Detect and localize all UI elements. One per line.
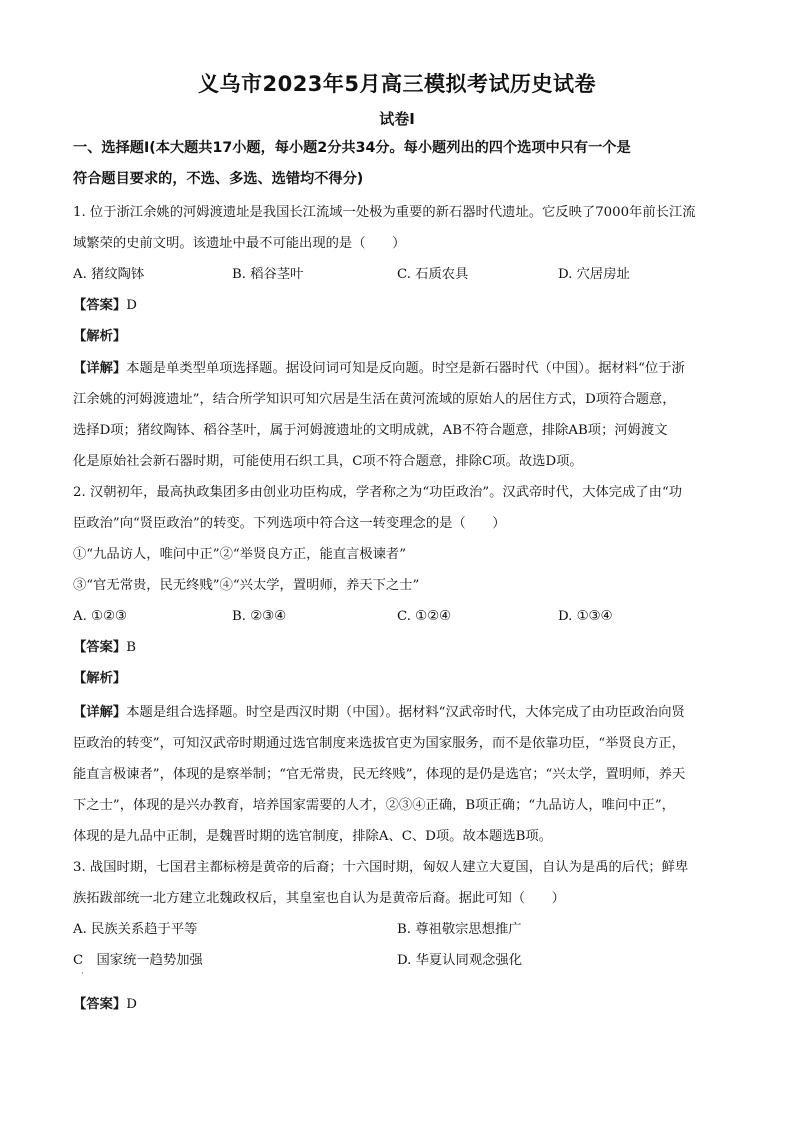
q3-stem-line2: 族拓跋部统一北方建立北魏政权后，其皇室也自认为是黄帝后裔。据此可知（ ） bbox=[73, 891, 565, 906]
answer-value: D bbox=[126, 298, 137, 313]
q2-detail-line2: 臣政治的转变”，可知汉武帝时期通过选官制度来选拔官吏为国家服务，而不是依靠功臣，“举贤良方正， bbox=[73, 736, 685, 751]
q1-option-a: A. 猪纹陶钵 bbox=[73, 267, 145, 282]
q1-option-c: C. 石质农具 bbox=[397, 267, 469, 282]
q3-answer bbox=[73, 996, 733, 1014]
q3-option-a: A. 民族关系趋于平等 bbox=[73, 922, 198, 937]
q2-option-c: C. ①②④ bbox=[397, 609, 451, 624]
q2-detail-line1 bbox=[73, 704, 733, 722]
q3-option-b: B. 尊祖敬宗思想推广 bbox=[397, 922, 522, 937]
answer-tag: 【答案】 bbox=[73, 997, 127, 1012]
section-header-line1: 一、选择题I(本大题共17小题，每小题2分共34分。每小题列出的四个选项中只有一个是 bbox=[73, 140, 631, 156]
section-header-line2: 符合题目要求的，不选、多选、选错均不得分) bbox=[73, 171, 364, 187]
q1-option-d: D. 穴居房址 bbox=[558, 267, 630, 282]
analysis-tag: 【解析】 bbox=[73, 671, 127, 686]
detail-text: 本题是组合选择题。时空是西汉时期（中国）。据材料“汉武帝时代，大体完成了由功臣政治向贤 bbox=[126, 705, 685, 720]
q1-stem-line1: 1. 位于浙江余姚的河姆渡遗址是我国长江流域一处极为重要的新石器时代遗址。它反映了7000年前长江流 bbox=[73, 205, 696, 220]
q1-detail-line1 bbox=[73, 360, 733, 378]
q2-detail-line4: 下之士”，体现的是兴办教育，培养国家需要的人才，②③④正确，B项正确；“九品访人，唯问中正”， bbox=[73, 798, 675, 813]
q2-analysis bbox=[73, 670, 733, 688]
page-subtitle: 试卷I bbox=[379, 110, 415, 128]
q2-answer bbox=[73, 639, 733, 657]
answer-tag: 【答案】 bbox=[73, 298, 127, 313]
q1-answer bbox=[73, 297, 733, 315]
q1-detail-line4: 化是原始社会新石器时期，可能使用石织工具，C项不符合题意，排除C项。故选D项。 bbox=[73, 454, 583, 469]
q3-option-c: C 国家统一趋势加强 bbox=[73, 953, 203, 968]
answer-value: D bbox=[126, 997, 137, 1012]
detail-tag: 【详解】 bbox=[73, 361, 127, 376]
q2-detail-line5: 体现的是九品中正制，是魏晋时期的选官制度，排除A、C、D项。故本题选B项。 bbox=[73, 829, 553, 844]
q1-option-b: B. 稻谷茎叶 bbox=[232, 267, 304, 282]
q2-option-b: B. ②③④ bbox=[232, 609, 286, 624]
q1-detail-line2: 江余姚的河姆渡遗址”，结合所学知识可知穴居是生活在黄河流域的原始人的居住方式，D项符合题意， bbox=[73, 392, 676, 407]
q3-stem-line1: 3. 战国时期，七国君主都标榜是黄帝的后裔；十六国时期，匈奴人建立大夏国，自认为是禹的后代；鲜卑 bbox=[73, 860, 689, 875]
q1-analysis bbox=[73, 328, 733, 346]
q1-detail-line3: 选择D项；猪纹陶钵、稻谷茎叶，属于河姆渡遗址的文明成就，AB不符合题意，排除AB项；河姆渡文 bbox=[73, 423, 668, 438]
q2-option-a: A. ①②③ bbox=[73, 609, 127, 624]
q2-item-line1: ①“九品访人，唯问中正”②“举贤良方正，能直言极谏者” bbox=[73, 547, 407, 562]
q2-item-line2: ③“官无常贵，民无终贱”④“兴太学，置明师，养天下之士” bbox=[73, 578, 420, 593]
q2-detail-line3: 能直言极谏者”，体现的是察举制；“官无常贵，民无终贱”，体现的是仍是选官；“兴太学，置明师，养天 bbox=[73, 767, 686, 782]
detail-text: 本题是单类型单项选择题。据设问词可知是反向题。时空是新石器时代（中国）。据材料“位于浙 bbox=[126, 361, 685, 376]
q3-option-d: D. 华夏认同观念强化 bbox=[397, 953, 523, 968]
q2-option-d: D. ①③④ bbox=[558, 609, 613, 624]
stray-mark: · bbox=[81, 969, 84, 978]
detail-tag: 【详解】 bbox=[73, 705, 127, 720]
q2-stem-line2: 臣政治”向“贤臣政治”的转变。下列选项中符合这一转变理念的是（ ） bbox=[73, 516, 506, 531]
page-title: 义乌市2023年5月高三模拟考试历史试卷 bbox=[197, 72, 597, 96]
analysis-tag: 【解析】 bbox=[73, 329, 127, 344]
q1-stem-line2: 域繁荣的史前文明。该遗址中最不可能出现的是（ ） bbox=[73, 236, 406, 251]
q2-stem-line1: 2. 汉朝初年，最高执政集团多由创业功臣构成，学者称之为“功臣政治”。汉武帝时代，大体完成了由“功 bbox=[73, 485, 683, 500]
answer-tag: 【答案】 bbox=[73, 640, 127, 655]
answer-value: B bbox=[126, 640, 136, 655]
